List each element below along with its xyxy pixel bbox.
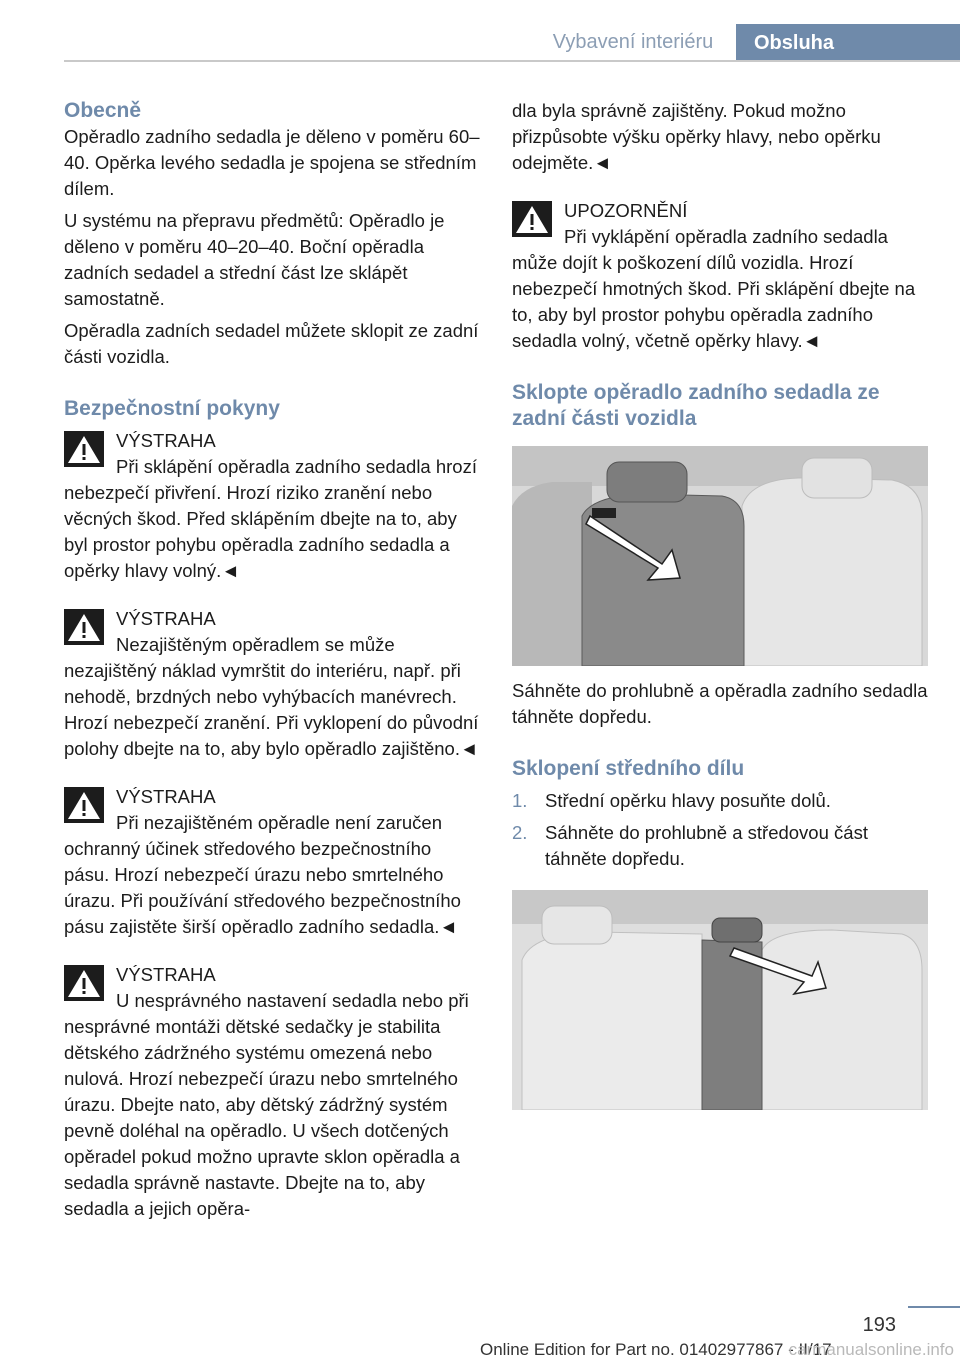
list-item: 2. Sáhněte do prohlubně a středovou část táhněte dopředu.: [512, 822, 868, 869]
heading-center-section: Sklopení středního dílu: [512, 757, 745, 780]
notice-title: UPOZORNĚNÍ: [564, 200, 688, 221]
right-column: [512, 98, 928, 1110]
chapter-label: Vybavení interiéru: [552, 30, 714, 53]
paragraph-transport-system: U systému na přepravu předmětů: Opěradlo je děleno v poměru 40–20–40. Boční opěradla zadních sedadel a střední část lze sklápět samostatně.: [64, 210, 445, 309]
paragraph-continued: dla byla správně zajištěny. Pokud možno přizpůsobte výšku opěrky hlavy, nebo opěrku odejměte.◄: [512, 100, 881, 173]
header-rule: [64, 60, 960, 62]
page-number: 193: [862, 1314, 896, 1336]
watermark: carmanualsonline.info: [788, 1340, 954, 1359]
warning-triangle-icon: [64, 431, 104, 467]
warning-text: Nezajištěným opěradlem se může nezajištěný náklad vymrštit do interiéru, např. při nehodě, brzdných nebo vyhýbacích manévrech. Hrozí nebezpečí zranění. Při vyklopení do původní polohy dbejte na to, aby bylo opěradlo zajištěno.◄: [64, 634, 479, 759]
warning-triangle-icon: [512, 201, 552, 237]
paragraph-ratio: Opěradlo zadního sedadla je děleno v poměru 60–40. Opěrka levého sedadla je spojena se středním dílem.: [64, 126, 480, 199]
heading-safety: Bezpečnostní pokyny: [64, 397, 280, 420]
warning-block: [64, 784, 480, 940]
list-item: 1. Střední opěrku hlavy posuňte dolů.: [512, 790, 831, 811]
warning-block: [64, 962, 480, 1222]
warning-text: Při sklápění opěradla zadního sedadla hrozí nebezpečí přivření. Hrozí riziko zranění nebo věcných škod. Před sklápěním dbejte na to, aby byl prostor pohybu opěradla zadního sedadla a opěrky hlavy volný.◄: [64, 456, 477, 581]
heading-fold-from-rear: Sklopte opěradlo zadního sedadla ze zadní části vozidla: [512, 381, 880, 430]
section-tab: [736, 24, 960, 62]
chapter-tab: [530, 24, 736, 60]
warning-title: VÝSTRAHA: [116, 430, 216, 451]
notice-text: Při vyklápění opěradla zadního sedadla může dojít k poškození dílů vozidla. Hrozí nebezpečí hmotných škod. Při sklápění dbejte na to, aby byl prostor pohybu opěradla zadního sedadla volný, včetně opěrky hlavy.◄: [512, 226, 916, 351]
warning-text: Při nezajištěném opěradle není zaručen ochranný účinek středového bezpečnostního pásu. Hrozí nebezpečí úrazu nebo smrtelného úrazu. Při používání středového bezpečnostního pásu zajistěte širší opěradlo zadního sedadla.◄: [64, 812, 461, 937]
warning-block: [64, 428, 480, 584]
warning-title: VÝSTRAHA: [116, 608, 216, 629]
warning-triangle-icon: [64, 787, 104, 823]
warning-title: VÝSTRAHA: [116, 964, 216, 985]
heading-general: Obecně: [64, 99, 142, 122]
notice-block: [512, 198, 928, 354]
warning-triangle-icon: [64, 965, 104, 1001]
section-label: Obsluha: [754, 31, 835, 54]
steps-list: [512, 788, 928, 872]
warning-block: [64, 606, 480, 762]
photo-caption-fold: Sáhněte do prohlubně a opěradla zadního sedadla táhněte dopředu.: [512, 680, 928, 727]
footer-rule: [908, 1306, 960, 1308]
edition-text: Online Edition for Part no. 01402977867 - II/17: [480, 1340, 832, 1359]
warning-text: U nesprávného nastavení sedadla nebo při nesprávné montáži dětské sedačky je stabilita dětského zádržného systému omezená nebo nulová. Hrozí nebezpečí úrazu nebo smrtelného úrazu. Dbejte nato, aby dětský zádržný systém pevně doléhal na opěradlo. U všech dotčených opěradel pokud možno upravte sklon opěradla a sedadla správně nastavte. Dbejte na to, aby sedadla a jejich opěra-: [64, 990, 469, 1219]
left-column: [64, 98, 480, 1222]
warning-title: VÝSTRAHA: [116, 786, 216, 807]
center-section-photo: [512, 890, 928, 1110]
rear-seat-backrest-photo: [512, 446, 928, 666]
paragraph-fold-from-rear: Opěradla zadních sedadel můžete sklopit ze zadní části vozidla.: [64, 320, 479, 367]
warning-triangle-icon: [64, 609, 104, 645]
